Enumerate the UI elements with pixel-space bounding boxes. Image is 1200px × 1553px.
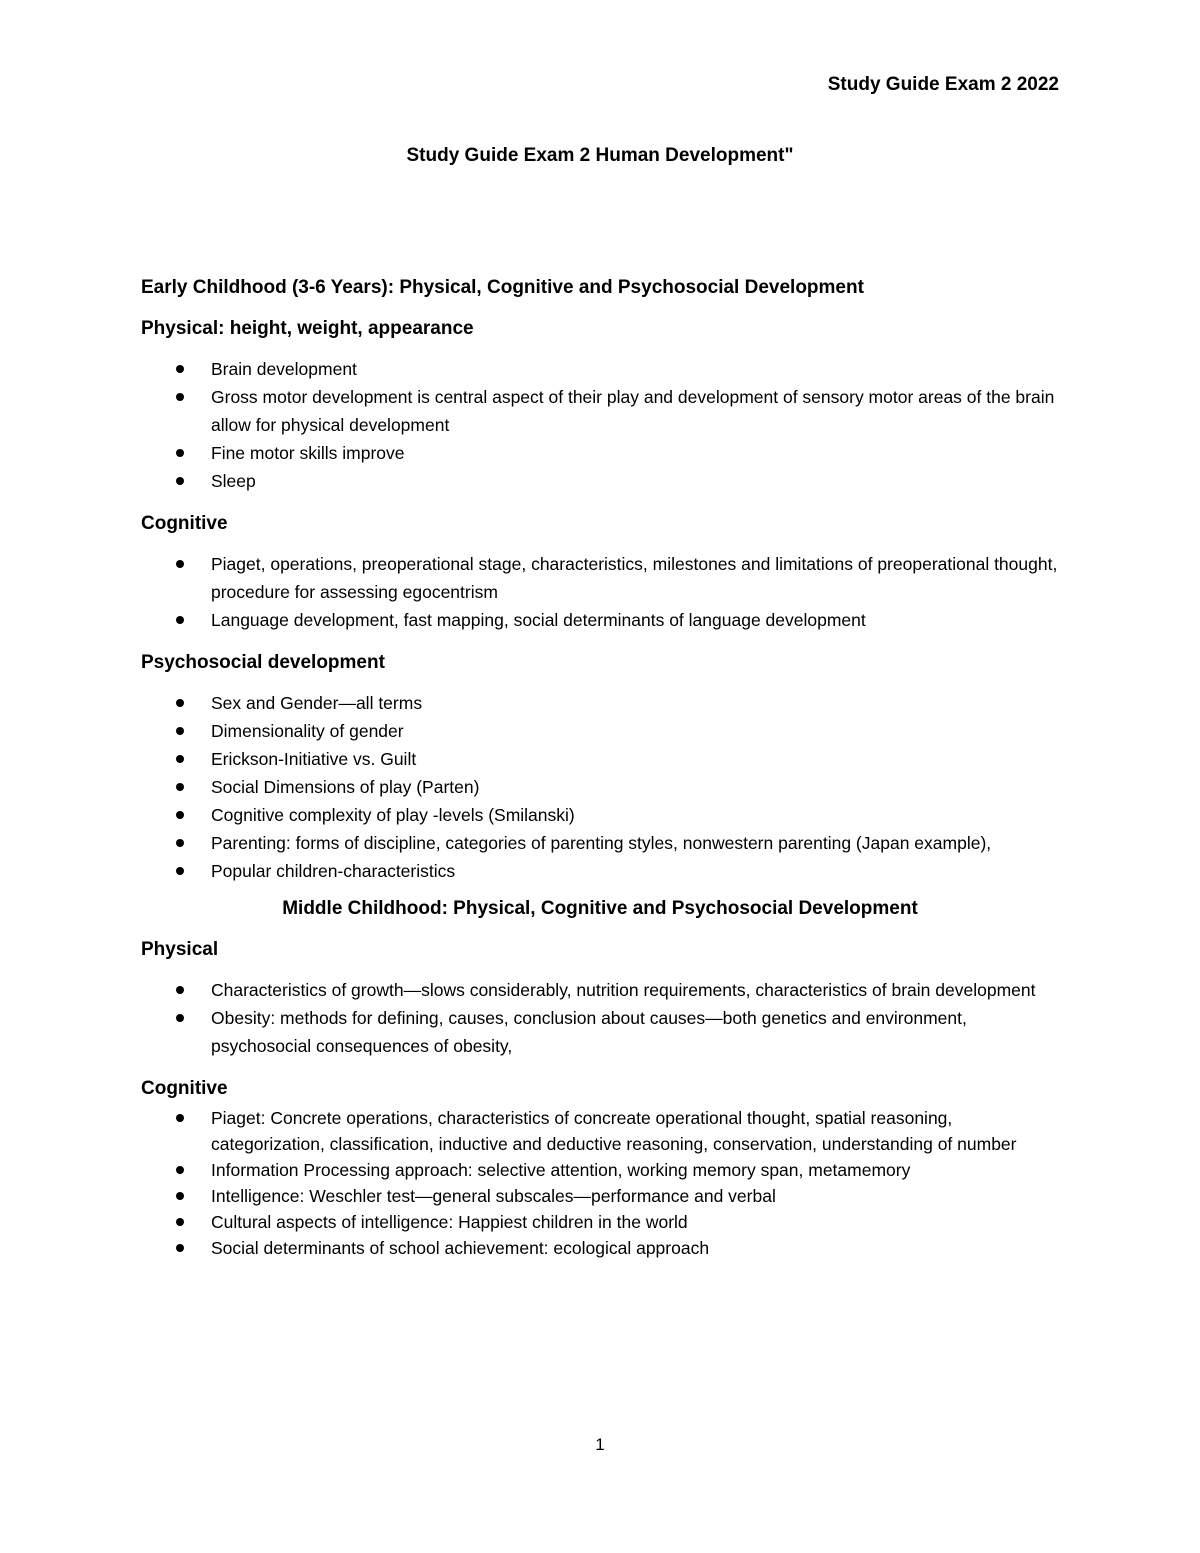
bullet-icon bbox=[176, 1114, 184, 1122]
subheading-middle-physical: Physical bbox=[141, 939, 219, 960]
list-early-physical bbox=[141, 355, 1061, 495]
list-middle-physical bbox=[141, 976, 1061, 1060]
list-item: Erickson-Initiative vs. Guilt bbox=[141, 745, 1061, 773]
list-early-cognitive bbox=[141, 550, 1061, 634]
list-item: Social determinants of school achievement: ecological approach bbox=[141, 1235, 1061, 1261]
subheading-early-physical: Physical: height, weight, appearance bbox=[141, 318, 474, 339]
document-title: Study Guide Exam 2 Human Development" bbox=[406, 145, 794, 166]
bullet-icon bbox=[176, 811, 184, 819]
bullet-icon bbox=[176, 616, 184, 624]
list-item: Language development, fast mapping, social determinants of language development bbox=[141, 606, 1061, 634]
list-item: Brain development bbox=[141, 355, 1061, 383]
bullet-icon bbox=[176, 1192, 184, 1200]
page-number: 1 bbox=[595, 1435, 605, 1454]
list-middle-cognitive bbox=[141, 1105, 1061, 1261]
section-heading-middle-childhood: Middle Childhood: Physical, Cognitive and Psychosocial Development bbox=[282, 898, 918, 919]
list-item: Gross motor development is central aspect of their play and development of sensory motor areas of the brain allow for physical development bbox=[141, 383, 1061, 439]
list-item: Cultural aspects of intelligence: Happiest children in the world bbox=[141, 1209, 1061, 1235]
list-item: Information Processing approach: selective attention, working memory span, metamemory bbox=[141, 1157, 1061, 1183]
subheading-early-psychosocial: Psychosocial development bbox=[141, 652, 385, 673]
bullet-icon bbox=[176, 1218, 184, 1226]
bullet-icon bbox=[176, 755, 184, 763]
list-item: Piaget: Concrete operations, characteristics of concreate operational thought, spatial reasoning, categorization, classification, inductive and deductive reasoning, conservation, understanding of number bbox=[141, 1105, 1061, 1157]
document-body bbox=[141, 276, 1061, 1278]
bullet-icon bbox=[176, 699, 184, 707]
list-item: Parenting: forms of discipline, categories of parenting styles, nonwestern parenting (Japan example), bbox=[141, 829, 1061, 857]
list-item: Intelligence: Weschler test—general subscales—performance and verbal bbox=[141, 1183, 1061, 1209]
subheading-middle-cognitive: Cognitive bbox=[141, 1078, 228, 1099]
list-item: Fine motor skills improve bbox=[141, 439, 1061, 467]
section-heading-early-childhood: Early Childhood (3-6 Years): Physical, Cognitive and Psychosocial Development bbox=[141, 277, 864, 298]
bullet-icon bbox=[176, 783, 184, 791]
list-item: Sleep bbox=[141, 467, 1061, 495]
list-item: Sex and Gender—all terms bbox=[141, 689, 1061, 717]
running-header: Study Guide Exam 2 2022 bbox=[827, 74, 1059, 95]
list-item: Obesity: methods for defining, causes, conclusion about causes—both genetics and environment, psychosocial consequences of obesity, bbox=[141, 1004, 1061, 1060]
list-item: Characteristics of growth—slows considerably, nutrition requirements, characteristics of brain development bbox=[141, 976, 1061, 1004]
bullet-icon bbox=[176, 839, 184, 847]
bullet-icon bbox=[176, 867, 184, 875]
list-item: Social Dimensions of play (Parten) bbox=[141, 773, 1061, 801]
list-item: Cognitive complexity of play -levels (Smilanski) bbox=[141, 801, 1061, 829]
bullet-icon bbox=[176, 727, 184, 735]
bullet-icon bbox=[176, 1166, 184, 1174]
bullet-icon bbox=[176, 560, 184, 568]
bullet-icon bbox=[176, 393, 184, 401]
list-item: Popular children-characteristics bbox=[141, 857, 1061, 885]
bullet-icon bbox=[176, 477, 184, 485]
list-item: Dimensionality of gender bbox=[141, 717, 1061, 745]
list-item: Piaget, operations, preoperational stage, characteristics, milestones and limitations of preoperational thought, procedure for assessing egocentrism bbox=[141, 550, 1061, 606]
subheading-early-cognitive: Cognitive bbox=[141, 513, 228, 534]
bullet-icon bbox=[176, 986, 184, 994]
bullet-icon bbox=[176, 365, 184, 373]
bullet-icon bbox=[176, 1244, 184, 1252]
bullet-icon bbox=[176, 449, 184, 457]
bullet-icon bbox=[176, 1014, 184, 1022]
list-early-psychosocial bbox=[141, 689, 1061, 885]
